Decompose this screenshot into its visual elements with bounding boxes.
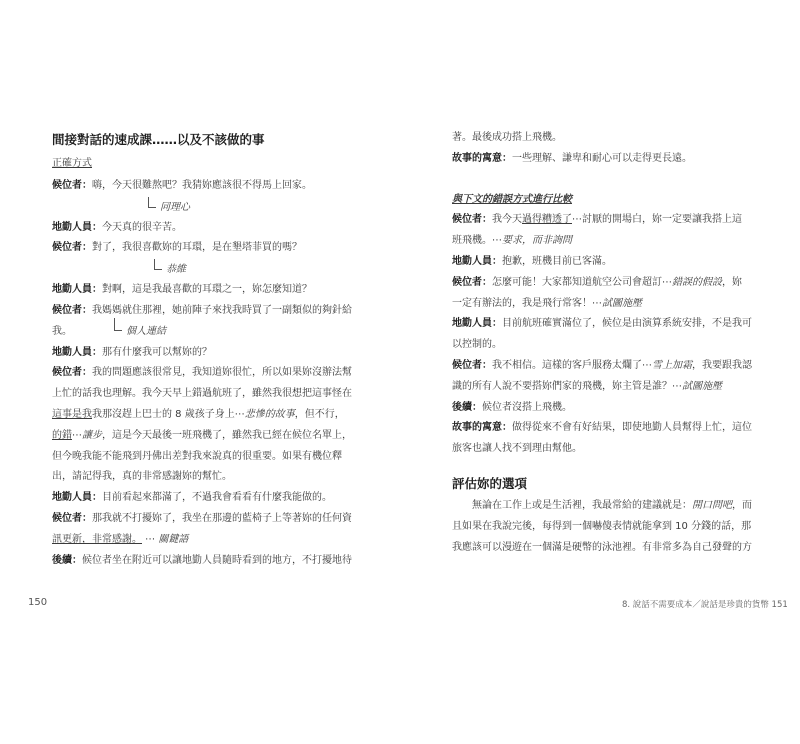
body-text: ，但不行， xyxy=(294,408,345,420)
text-line xyxy=(452,335,772,356)
text-line xyxy=(52,238,362,259)
callout-arrow-icon xyxy=(148,197,156,208)
text-line xyxy=(452,231,772,252)
speaker-label: 地勤人員： xyxy=(52,492,102,504)
body-text: 我的問題應該很常見，我知道妳很忙，所以如果妳沒辦法幫 xyxy=(92,367,352,379)
annotation-note: 錯誤的假設 xyxy=(672,276,722,288)
text-line xyxy=(452,517,772,538)
body-text: 那我就不打擾妳了，我坐在那邊的藍椅子上等著妳的任何資 xyxy=(92,512,352,524)
annotation-note: 要求，而非詢問 xyxy=(502,235,572,247)
text-line xyxy=(452,496,772,517)
body-text: 目前看起來都滿了，不過我會看看有什麼我能做的。 xyxy=(102,492,332,504)
text-line xyxy=(52,343,362,364)
text-line xyxy=(52,426,362,447)
body-text: ⋯ xyxy=(72,429,82,441)
running-footer xyxy=(622,598,788,610)
text-line xyxy=(52,467,362,488)
subheading: 正確方式 xyxy=(52,158,92,169)
text-line xyxy=(52,509,362,530)
left-page-number: 150 xyxy=(28,597,48,608)
underlined-text: 過得糟透了 xyxy=(522,214,572,226)
text-line xyxy=(452,377,772,398)
speaker-label: 候位者： xyxy=(52,242,92,254)
speaker-label: 地勤人員： xyxy=(52,284,102,296)
speaker-label: 地勤人員： xyxy=(52,346,102,358)
callout-arrow-icon xyxy=(154,259,162,270)
body-text: 目前航班確實滿位了，候位是由演算系統安排，不是我可 xyxy=(502,318,752,330)
text-line xyxy=(452,356,772,377)
speaker-label: 地勤人員： xyxy=(52,221,102,233)
text-line xyxy=(452,210,772,231)
speaker-label: 候位者： xyxy=(52,367,92,379)
annotation-note: 悲慘的故事 xyxy=(244,408,295,420)
callout-label: 恭維 xyxy=(166,264,186,276)
speaker-label: 候位者： xyxy=(52,179,92,191)
body-text: 對啊，這是我最喜歡的耳環之一，妳怎麼知道？ xyxy=(102,284,312,296)
comparison-title: 與下文的錯誤方式進行比較 xyxy=(452,193,572,205)
body-text: ，我要跟我認 xyxy=(692,359,752,371)
speaker-label: 地勤人員： xyxy=(452,318,502,330)
text-line xyxy=(452,314,772,335)
text-line xyxy=(52,551,362,572)
speaker-label: 候位者： xyxy=(52,304,92,316)
body-text: 旅客也讓人找不到理由幫他。 xyxy=(452,443,582,455)
text-line: 訊更新，非常感謝。 ⋯ 關鍵語 xyxy=(52,533,189,545)
right-body-top xyxy=(452,128,772,170)
right-paragraph xyxy=(452,496,772,558)
body-text: 討厭的開場白，妳一定要讓我搭上這 xyxy=(582,214,742,226)
text-line xyxy=(452,294,772,315)
text-line xyxy=(52,280,362,301)
speaker-label: 後續： xyxy=(452,401,482,413)
text-line xyxy=(52,384,362,405)
text-line xyxy=(452,128,772,149)
text-line xyxy=(452,252,772,273)
annotation-note: 試圖施壓 xyxy=(682,380,722,392)
text-line xyxy=(452,538,772,559)
body-text: 班飛機。⋯ xyxy=(452,235,502,247)
body-text: 對了，我很喜歡妳的耳環，是在墾塔菲買的嗎？ xyxy=(92,242,302,254)
text-line xyxy=(452,418,772,439)
body-text: 一些理解、謙卑和耐心可以走得更長遠。 xyxy=(512,152,692,164)
body-text: 且如果在我說完後，每得到一個嚇傻表情就能拿到 10 分錢的話，那 xyxy=(452,520,752,532)
body-text: 我那沒趕上巴士的 8 歲孩子身上⋯ xyxy=(92,408,245,420)
body-text: 嗨，今天很難熬吧？我猜妳應該很不得馬上回家。 xyxy=(92,179,312,191)
text-line xyxy=(52,176,362,197)
callout-label: 個人連結 xyxy=(126,325,166,337)
speaker-label: 故事的寓意： xyxy=(452,152,512,164)
text-line xyxy=(452,273,772,294)
text-line xyxy=(52,488,362,509)
body-text: 但今晚我能不能飛到丹佛出差對我來說真的很重要。如果有機位釋 xyxy=(52,450,342,462)
text-line xyxy=(452,398,772,419)
annotation-note: 讓步 xyxy=(82,429,102,441)
body-text: 候位者坐在附近可以讓地勤人員隨時看到的地方，不打擾地待 xyxy=(82,554,352,566)
body-text: 那有什麼我可以幫妳的？ xyxy=(102,346,212,358)
section-heading: 間接對話的速成課……以及不該做的事 xyxy=(52,132,265,147)
body-text: ，而 xyxy=(732,499,752,511)
annotation-note: 試圖施壓 xyxy=(602,297,642,309)
annotation-note: 開口問吧 xyxy=(692,499,732,511)
text-line xyxy=(52,405,362,426)
speaker-label: 故事的寓意： xyxy=(452,422,512,434)
body-text: 我。 xyxy=(52,325,72,337)
body-text: 做得從來不會有好結果，即使地勤人員幫得上忙，這位 xyxy=(512,422,752,434)
body-text: 出，請記得我，真的非常感謝妳的幫忙。 xyxy=(52,471,232,483)
annotation-note: 雪上加霜 xyxy=(652,359,692,371)
text-line xyxy=(52,218,362,239)
speaker-label: 候位者： xyxy=(452,359,492,371)
body-text: 著。最後成功搭上飛機。 xyxy=(452,132,562,143)
body-text: 今天真的很辛苦。 xyxy=(102,221,182,233)
text-line xyxy=(52,301,362,322)
underlined-text: 的錯 xyxy=(52,429,72,441)
text-line xyxy=(52,322,362,343)
text-line xyxy=(52,447,362,468)
body-text: 無論在工作上或是生活裡，我最常給的建議就是： xyxy=(452,499,692,511)
body-text: 抱歉，班機目前已客滿。 xyxy=(502,255,612,267)
body-text: 我媽媽就住那裡，她前陣子來找我時買了一副類似的夠針給 xyxy=(92,304,352,316)
body-text: ⋯ xyxy=(572,214,582,226)
text-line xyxy=(452,439,772,460)
callout-arrow-icon xyxy=(114,318,122,331)
right-page-number: 151 xyxy=(771,600,788,610)
body-text: ，妳 xyxy=(722,276,742,288)
speaker-label: 候位者： xyxy=(52,512,92,524)
annotation-callout xyxy=(52,197,362,218)
right-page xyxy=(452,128,772,558)
body-text: ，這是今天最後一班飛機了，雖然我已經在候位名單上， xyxy=(102,429,352,441)
body-text: 上忙的話我也理解。我今天早上錯過航班了，雖然我很想把這事怪在 xyxy=(52,388,352,400)
underlined-text: 訊更新，非常感謝。 xyxy=(52,533,142,545)
body-text: 怎麼可能！大家都知道航空公司會超訂⋯ xyxy=(492,276,672,288)
body-text: 識的所有人說不要搭妳們家的飛機，妳主管是誰？⋯ xyxy=(452,380,682,392)
text-line xyxy=(52,363,362,384)
text-line xyxy=(452,149,772,170)
speaker-label: 候位者： xyxy=(452,214,492,226)
options-heading: 評估妳的選項 xyxy=(452,475,528,491)
right-body-mid xyxy=(452,210,772,460)
speaker-label: 後續： xyxy=(52,554,82,566)
speaker-label: 候位者： xyxy=(452,276,492,288)
callout-label: 同理心 xyxy=(160,201,190,213)
body-text: 一定有辦法的，我是飛行常客！⋯ xyxy=(452,297,602,309)
body-text: 我今天 xyxy=(492,214,522,226)
left-page xyxy=(52,128,362,571)
body-text: 以控制的。 xyxy=(452,339,502,351)
speaker-label: 地勤人員： xyxy=(452,255,502,267)
underlined-text: 這事是我 xyxy=(52,408,92,420)
annotation-callout xyxy=(52,259,362,280)
annotation-note: 關鍵語 xyxy=(158,533,189,545)
left-body xyxy=(52,176,362,572)
body-text: 我應該可以漫遊在一個滿是硬幣的泳池裡。有非常多為自己發聲的方 xyxy=(452,541,752,553)
body-text: 候位者沒搭上飛機。 xyxy=(482,401,572,413)
body-text: 我不相信。這樣的客戶服務太爛了⋯ xyxy=(492,359,652,371)
footer-text: 8. 說話不需要成本／說話是珍貴的貨幣 xyxy=(622,600,769,610)
